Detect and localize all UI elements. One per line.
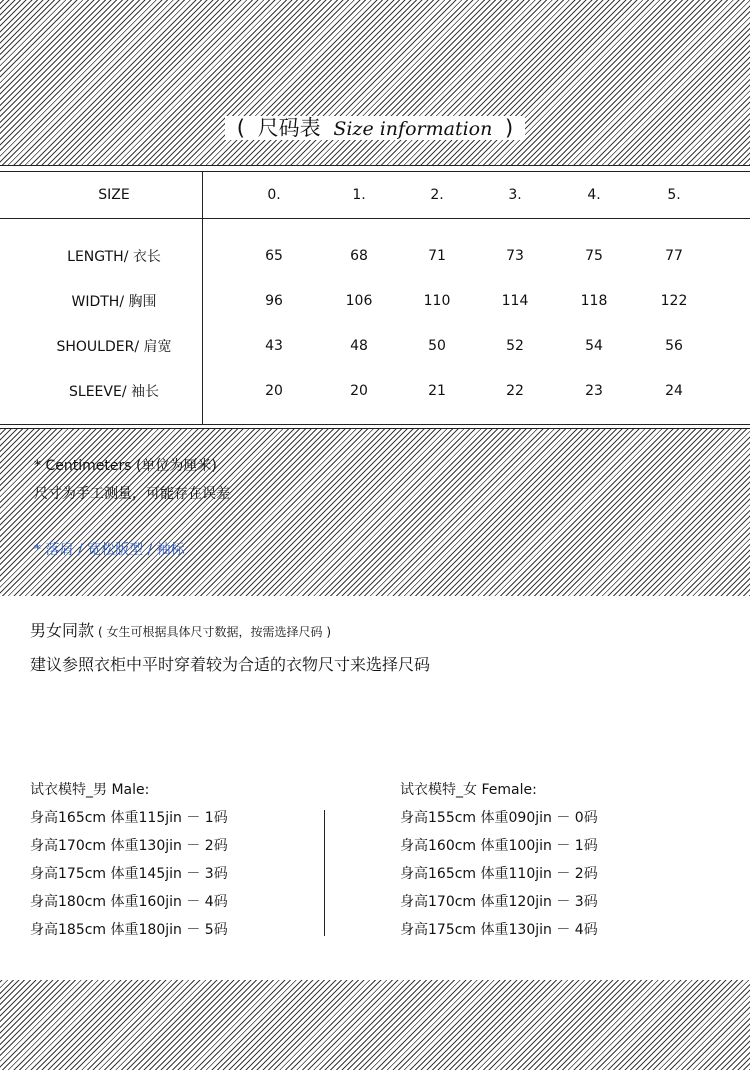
list-item: 身高160cm 体重100jin － 1码 bbox=[400, 838, 598, 854]
size-advice: 建议参照衣柜中平时穿着较为合适的衣物尺寸来选择尺码 bbox=[30, 655, 431, 674]
list-item: 身高170cm 体重130jin － 2码 bbox=[30, 838, 228, 854]
table-cell: 71 bbox=[428, 247, 446, 264]
size-col-header: 5. bbox=[667, 187, 681, 203]
table-header-row bbox=[0, 172, 750, 218]
table-cell: 43 bbox=[265, 337, 283, 354]
title-en: Size information bbox=[333, 118, 493, 140]
list-item: 身高165cm 体重110jin － 2码 bbox=[400, 866, 598, 882]
table-cell: 23 bbox=[585, 382, 603, 399]
size-table bbox=[0, 172, 750, 413]
manual-measure-note: 尺寸为手工测量，可能存在误差 bbox=[34, 486, 230, 502]
list-item: 身高180cm 体重160jin － 4码 bbox=[30, 894, 228, 910]
size-col-header: 4. bbox=[587, 187, 601, 203]
table-pad-cell bbox=[714, 172, 750, 218]
hatched-footer-background bbox=[0, 980, 750, 1070]
list-item: 身高175cm 体重130jin － 4码 bbox=[400, 922, 598, 938]
table-cell: 52 bbox=[506, 337, 524, 354]
table-row bbox=[0, 368, 750, 413]
male-model-list bbox=[30, 776, 228, 944]
table-cell: 75 bbox=[585, 247, 603, 264]
table-cell: 48 bbox=[350, 337, 368, 354]
table-cell: 50 bbox=[428, 337, 446, 354]
male-model-title: 试衣模特_男 Male: bbox=[30, 782, 150, 798]
list-item: 身高155cm 体重090jin － 0码 bbox=[400, 810, 598, 826]
table-cell: 21 bbox=[428, 382, 446, 399]
table-cell: 24 bbox=[665, 382, 683, 399]
table-cell: 73 bbox=[506, 247, 524, 264]
table-spacer bbox=[0, 218, 750, 233]
list-item: 身高185cm 体重180jin － 5码 bbox=[30, 922, 228, 938]
table-cell: 106 bbox=[345, 292, 373, 309]
unit-note: * Centimeters (单位为厘米) bbox=[34, 458, 217, 474]
size-col-header: 2. bbox=[430, 187, 444, 203]
table-row bbox=[0, 323, 750, 368]
table-cell: 54 bbox=[585, 337, 603, 354]
unisex-heading bbox=[30, 618, 331, 641]
table-cell: 20 bbox=[350, 382, 368, 399]
size-col-header: 3. bbox=[508, 187, 522, 203]
female-model-list bbox=[400, 776, 598, 944]
size-col-header: 0. bbox=[267, 187, 281, 203]
table-bottom-rule-outer bbox=[0, 428, 750, 429]
female-model-title: 试衣模特_女 Female: bbox=[400, 782, 537, 798]
row-label-shoulder: SHOULDER/ 肩宽 bbox=[56, 338, 172, 355]
list-item: 身高170cm 体重120jin － 3码 bbox=[400, 894, 598, 910]
size-header-label: SIZE bbox=[98, 187, 130, 203]
table-cell: 20 bbox=[265, 382, 283, 399]
table-cell: 77 bbox=[665, 247, 683, 264]
table-cell: 65 bbox=[265, 247, 283, 264]
page-title bbox=[0, 110, 750, 146]
table-row bbox=[0, 278, 750, 323]
table-cell: 122 bbox=[660, 292, 688, 309]
table-pad-cell bbox=[714, 233, 750, 278]
table-cell: 56 bbox=[665, 337, 683, 354]
row-label-length: LENGTH/ 衣长 bbox=[67, 248, 161, 265]
table-cell: 68 bbox=[350, 247, 368, 264]
table-pad-cell bbox=[714, 368, 750, 413]
list-item: 身高165cm 体重115jin － 1码 bbox=[30, 810, 228, 826]
model-column-divider bbox=[324, 810, 325, 936]
table-pad-cell bbox=[714, 323, 750, 368]
table-cell: 118 bbox=[580, 292, 608, 309]
table-bottom-rule bbox=[0, 424, 750, 425]
unisex-subnote: ( 女生可根据具体尺寸数据，按需选择尺码 ) bbox=[98, 625, 332, 639]
unisex-label: 男女同款 bbox=[30, 621, 95, 640]
table-cell: 22 bbox=[506, 382, 524, 399]
table-cell: 110 bbox=[423, 292, 451, 309]
table-row bbox=[0, 233, 750, 278]
fit-style-note: * 落肩 / 宽松版型 / 袖标 bbox=[34, 542, 185, 558]
title-zh: 尺码表 bbox=[257, 116, 321, 140]
row-label-width: WIDTH/ 胸围 bbox=[71, 293, 157, 310]
table-cell: 114 bbox=[501, 292, 529, 309]
table-cell: 96 bbox=[265, 292, 283, 309]
title-close-paren: ) bbox=[505, 116, 514, 140]
measurement-notes bbox=[34, 452, 230, 564]
row-label-sleeve: SLEEVE/ 袖长 bbox=[69, 383, 159, 400]
table-pad-cell bbox=[714, 278, 750, 323]
size-col-header: 1. bbox=[352, 187, 366, 203]
table-top-rule bbox=[0, 165, 750, 166]
list-item: 身高175cm 体重145jin － 3码 bbox=[30, 866, 228, 882]
title-open-paren: ( bbox=[236, 116, 245, 140]
